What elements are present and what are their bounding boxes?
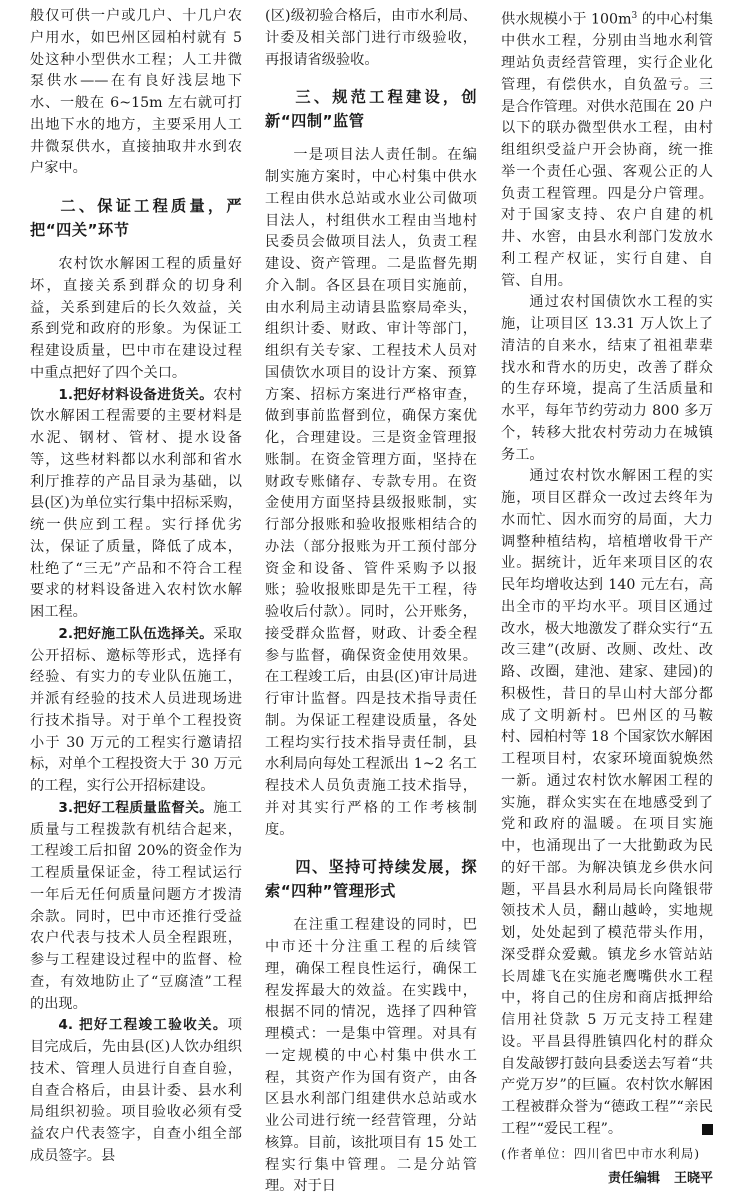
column-3 bbox=[501, 6, 713, 1190]
superscript: 3 bbox=[631, 11, 638, 21]
subsection-title: 1.把好材料设备进货关。 bbox=[58, 386, 214, 403]
section-heading-3: 三、规范工程建设，创新“四制”监管 bbox=[265, 88, 477, 131]
column-1 bbox=[30, 6, 242, 1168]
paragraph bbox=[501, 466, 713, 1140]
paragraph-continued: 般仅可供一户或几户、十几户农户用水，如巴州区园柏村就有 5 处这种小型供水工程；人工井微泵供水——在有良好浅层地下水、一般在 6~15m 左右就可打出地下水的地方，主要采用人工井微泵供水，直接抽取井水到农户家中。 bbox=[30, 8, 242, 177]
subsection-title: 3.把好工程质量监督关。 bbox=[58, 799, 214, 816]
paragraph-continued bbox=[501, 6, 713, 292]
editor-label: 责任编辑 bbox=[607, 1171, 660, 1187]
subsection-body: 采取公开招标、邀标等形式，选择有经验、有实力的专业队伍施工，并派有经验的技术人员进现场进行技术指导。对于单个工程投资小于 30 万元的工程实行邀请招标，对单个工程投资大于 30 万元的工程，实行公开招标建设。 bbox=[30, 625, 242, 794]
text-run: 的中心村集中供水工程，分别由当地水利管理站负责经营管理，实行企业化管理，有偿供水，自负盈亏。三是合作管理。对供水范围在 20 户以下的联办微型供水工程，由村组组织受益户开会协商，统一推举一个责任心强、客观公正的人负责工程管理。四是分户管理。对于国家支持、农户自建的机井、水窖，由县水利部门发放水利工程产权证，实行自建、自管、自用。 bbox=[501, 11, 713, 289]
end-mark-icon bbox=[702, 1124, 713, 1135]
section-heading-4: 四、坚持可持续发展，探索“四种”管理形式 bbox=[265, 858, 477, 901]
paragraph: 一是项目法人责任制。在编制实施方案时，中心村集中供水工程由供水总站或水业公司做项目法人，村组供水工程由当地村民委员会做项目法人，负责工程建设、资产管理。二是监督先期介入制。各区县在项目实施前，由水利局主动请县监察局牵头，组织计委、财政、审计等部门，组织有关专家、工程技术人员对国债饮水项目的设计方案、预算方案、招标方案进行严格审查，做到事前监督到位，确保方案优化，合理建设。三是资金管理报账制。在资金管理方面，坚持在财政专账储存、专款专用。在资金使用方面坚持县级报账制，实行部分报账和验收报账相结合的办法（部分报账为开工预付部分资金和设备、管件采购予以报账；验收报账即是先干工程，待验收后付款）。同时，公开账务，接受群众监督，财政、计委全程参与监督，确保资金使用效果。在工程竣工后，由县(区)审计局进行审计监督。四是技术指导责任制。为保证工程建设质量，各处工程均实行技术指导责任制，县水利局向每处工程派出 1~2 名工程技术人员负责施工技术指导，并对其实行严格的工作考核制度。 bbox=[265, 147, 477, 838]
subsection-3 bbox=[30, 798, 242, 1016]
author-affiliation: (作者单位：四川省巴中市水利局) bbox=[501, 1145, 701, 1161]
subsection-body: 农村饮水解困工程需要的主要材料是水泥、钢材、管材、提水设备等，这些材料都以水利部和省水利厅推荐的产品目录为基础，以县(区)为单位实行集中招标采购，统一供应到工程。实行择优劣汰，保证了质量，降低了成本，杜绝了“三无”产品和不符合工程要求的材料设备进入农村饮水解困工程。 bbox=[30, 386, 242, 620]
subsection-body: 项目完成后，先由县(区)人饮办组织技术、管理人员进行自查自验，自查合格后，由县计委、县水利局组织初验。项目验收必须有受益农户代表签字，自查小组全部成员签字。县 bbox=[30, 1017, 242, 1164]
paragraph: 在注重工程建设的同时，巴中市还十分注重工程的后续管理，确保工程良性运行，确保工程发挥最大的效益。在实践中，根据不同的情况，选择了四种管理模式：一是集中管理。对具有一定规模的中心村集中供水工程，其资产作为国有资产，由各区县水利部门组建供水总站或水业公司进行统一经营管理，分站核算。目前，该批项目有 15 处工程实行集中管理。二是分站管理。对于日 bbox=[265, 917, 477, 1195]
responsible-editor bbox=[501, 1168, 713, 1190]
paragraph: 通过农村国债饮水工程的实施，让项目区 13.31 万人饮上了清洁的自来水，结束了祖祖辈辈找水和背水的历史，改善了群众的生存环境，提高了生活质量和水平，每年节约劳动力 800 多万个，转移大批农村劳动力在城镇务工。 bbox=[501, 294, 713, 463]
column-2 bbox=[265, 6, 477, 1198]
editor-name: 王晓平 bbox=[673, 1171, 713, 1187]
subsection-title: 4. 把好工程竣工验收关。 bbox=[58, 1017, 228, 1034]
paragraph-continued: (区)级初验合格后，由市水利局、计委及相关部门进行市级验收，再报请省级验收。 bbox=[265, 8, 477, 68]
section-heading-2: 二、保证工程质量，严把“四关”环节 bbox=[30, 197, 242, 239]
text-run: 通过农村饮水解困工程的实施，项目区群众一改过去终年为水而忙、因水而穷的局面，大力调整种植结构，培植增收骨干产业。据统计，近年来项目区的农民年均增收达到 140 元左右，高出全市的平均水平。项目区通过改水，极大地激发了群众实行“五改三建”(改厨、改厕、改灶、改路、改圈，建池、建家、建园)的积极性，昔日的旱山村大部分都成了文明新村。巴州区的马鞍村、园柏村等 18 个国家饮水解困工程项目村，农家环境面貌焕然一新。通过农村饮水解困工程的实施，群众实实在在地感受到了党和政府的温暖。在项目实施中，也涌现出了一大批勤政为民的好干部。为解决镇龙乡供水问题，平昌县水利局局长向隆银带领技术人员，翻山越岭，实地规划，处处起到了模范带头作用，深受群众爱戴。镇龙乡水管站站长周雄飞在实施老鹰嘴供水工程中，将自己的住房和商店抵押给信用社贷款 5 万元支持工程建设。平昌县得胜镇四化村的群众自发敲锣打鼓向县委送去写着“共产党万岁”的巨匾。农村饮水解困工程被群众誉为“德政工程”“亲民工程”“爱民工程”。 bbox=[501, 468, 713, 1137]
subsection-body: 施工质量与工程拨款有机结合起来，工程竣工后扣留 20%的资金作为工程质量保证金，待工程试运行一年后无任何质量问题方才拨清余款。同时，巴中市还推行受益农户代表与技术人员全程跟班，参与工程建设过程中的监督、检查，有效地防止了“豆腐渣”工程的出现。 bbox=[30, 799, 242, 1012]
subsection-2 bbox=[30, 624, 242, 798]
paragraph: 农村饮水解困工程的质量好坏，直接关系到群众的切身利益，关系到建后的长久效益，关系到党和政府的形象。为保证工程建设质量，巴中市在建设过程中重点把好了四个关口。 bbox=[30, 256, 242, 381]
subsection-1 bbox=[30, 385, 242, 624]
text-run: 供水规模小于 100m bbox=[501, 11, 632, 28]
subsection-4 bbox=[30, 1015, 242, 1167]
subsection-title: 2.把好施工队伍选择关。 bbox=[58, 625, 214, 642]
